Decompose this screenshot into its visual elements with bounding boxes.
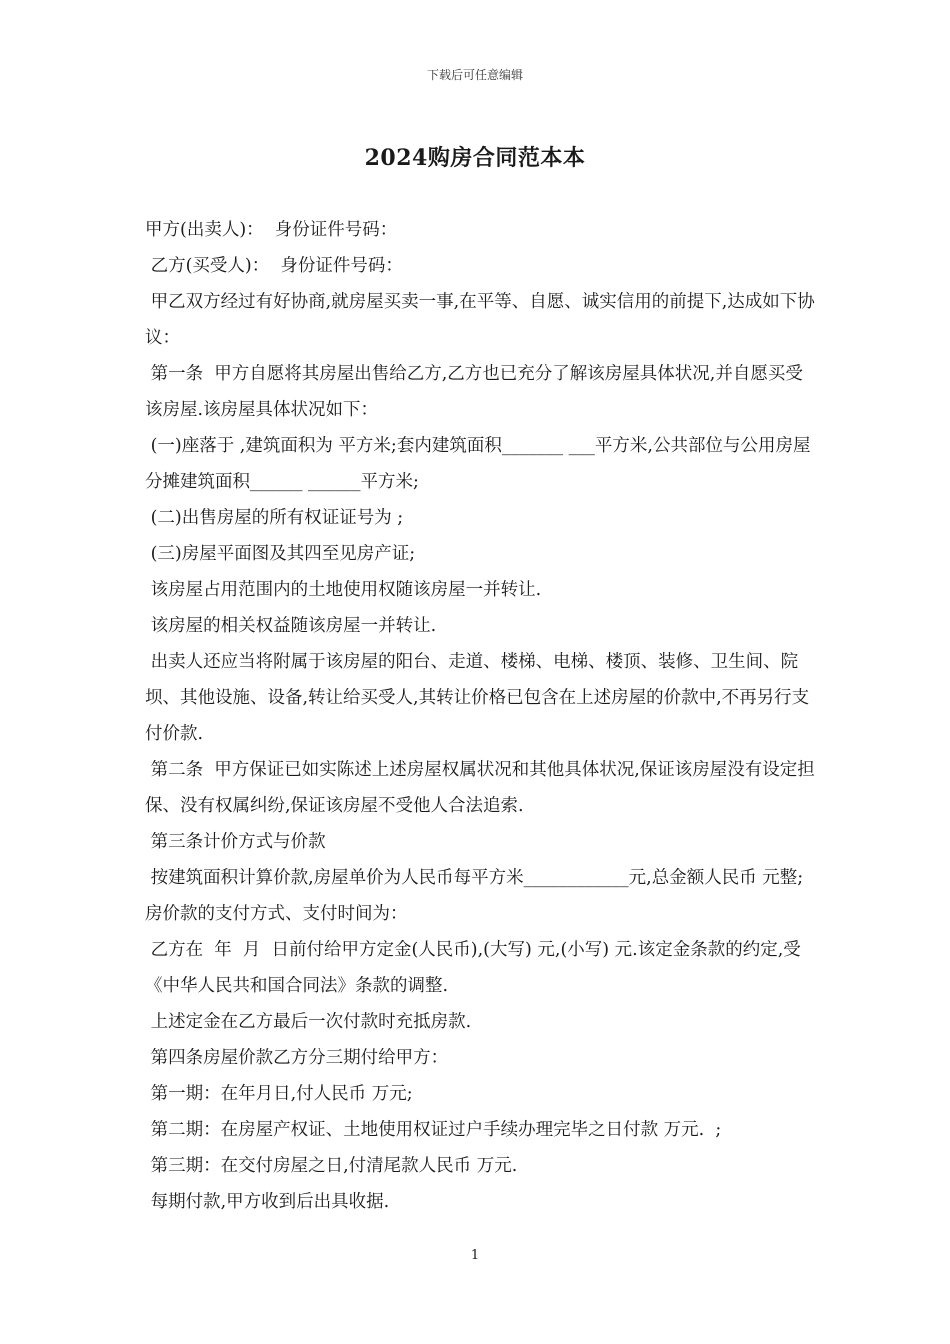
paragraph-article-4: 第四条房屋价款乙方分三期付给甲方： (145, 1048, 449, 1068)
paragraph-installment-2: 第二期：在房屋产权证、土地使用权证过户手续办理完毕之日付款 万元. ; (145, 1120, 722, 1140)
paragraph-land-use: 该房屋占用范围内的土地使用权随该房屋一并转让. (145, 580, 542, 600)
page-number: 1 (470, 1248, 480, 1263)
document-title: 2024购房合同范本本 (364, 145, 586, 171)
paragraph-installment-3: 第三期：在交付房屋之日,付清尾款人民币 万元. (145, 1156, 518, 1176)
paragraph-pricing: 按建筑面积计算价款,房屋单价为人民币每平方米____________元,总金额人民币 元整;房价款的支付方式、支付时间为： (145, 868, 804, 924)
contract-body (145, 212, 815, 1220)
paragraph-party-b: 乙方(买受人)： 身份证件号码： (145, 256, 403, 276)
paragraph-deposit-offset: 上述定金在乙方最后一次付款时充抵房款. (145, 1012, 472, 1032)
paragraph-article-3: 第三条计价方式与价款 (145, 832, 326, 852)
paragraph-installment-1: 第一期：在年月日,付人民币 万元; (145, 1084, 413, 1104)
paragraph-article-1: 第一条 甲方自愿将其房屋出售给乙方,乙方也已充分了解该房屋具体状况,并自愿买受该房屋.该房屋具体状况如下： (145, 364, 803, 420)
paragraph-attachments: 出卖人还应当将附属于该房屋的阳台、走道、楼梯、电梯、楼顶、装修、卫生间、院坝、其他设施、设备,转让给买受人,其转让价格已包含在上述房屋的价款中,不再另行支付价款. (145, 652, 810, 744)
paragraph-deposit: 乙方在 年 月 日前付给甲方定金(人民币),(大写) 元,(小写) 元.该定金条款的约定,受《中华人民共和国合同法》条款的调整. (145, 940, 801, 996)
paragraph-item-3: (三)房屋平面图及其四至见房产证; (145, 544, 416, 564)
paragraph-party-a: 甲方(出卖人)： 身份证件号码： (145, 220, 398, 240)
header-note: 下载后可任意编辑 (426, 68, 523, 82)
paragraph-agreement-intro: 甲乙双方经过有好协商,就房屋买卖一事,在平等、自愿、诚实信用的前提下,达成如下协议： (145, 292, 815, 348)
paragraph-rights: 该房屋的相关权益随该房屋一并转让. (145, 616, 437, 636)
paragraph-item-2: (二)出售房屋的所有权证证号为 ; (145, 508, 404, 528)
paragraph-article-2: 第二条 甲方保证已如实陈述上述房屋权属状况和其他具体状况,保证该房屋没有设定担保、没有权属纠纷,保证该房屋不受他人合法追索. (145, 760, 815, 816)
paragraph-receipt: 每期付款,甲方收到后出具收据. (145, 1192, 390, 1212)
paragraph-item-1: (一)座落于 ,建筑面积为 平方米;套内建筑面积_______ ___平方米,公共部位与公用房屋分摊建筑面积______ ______平方米; (145, 436, 811, 492)
